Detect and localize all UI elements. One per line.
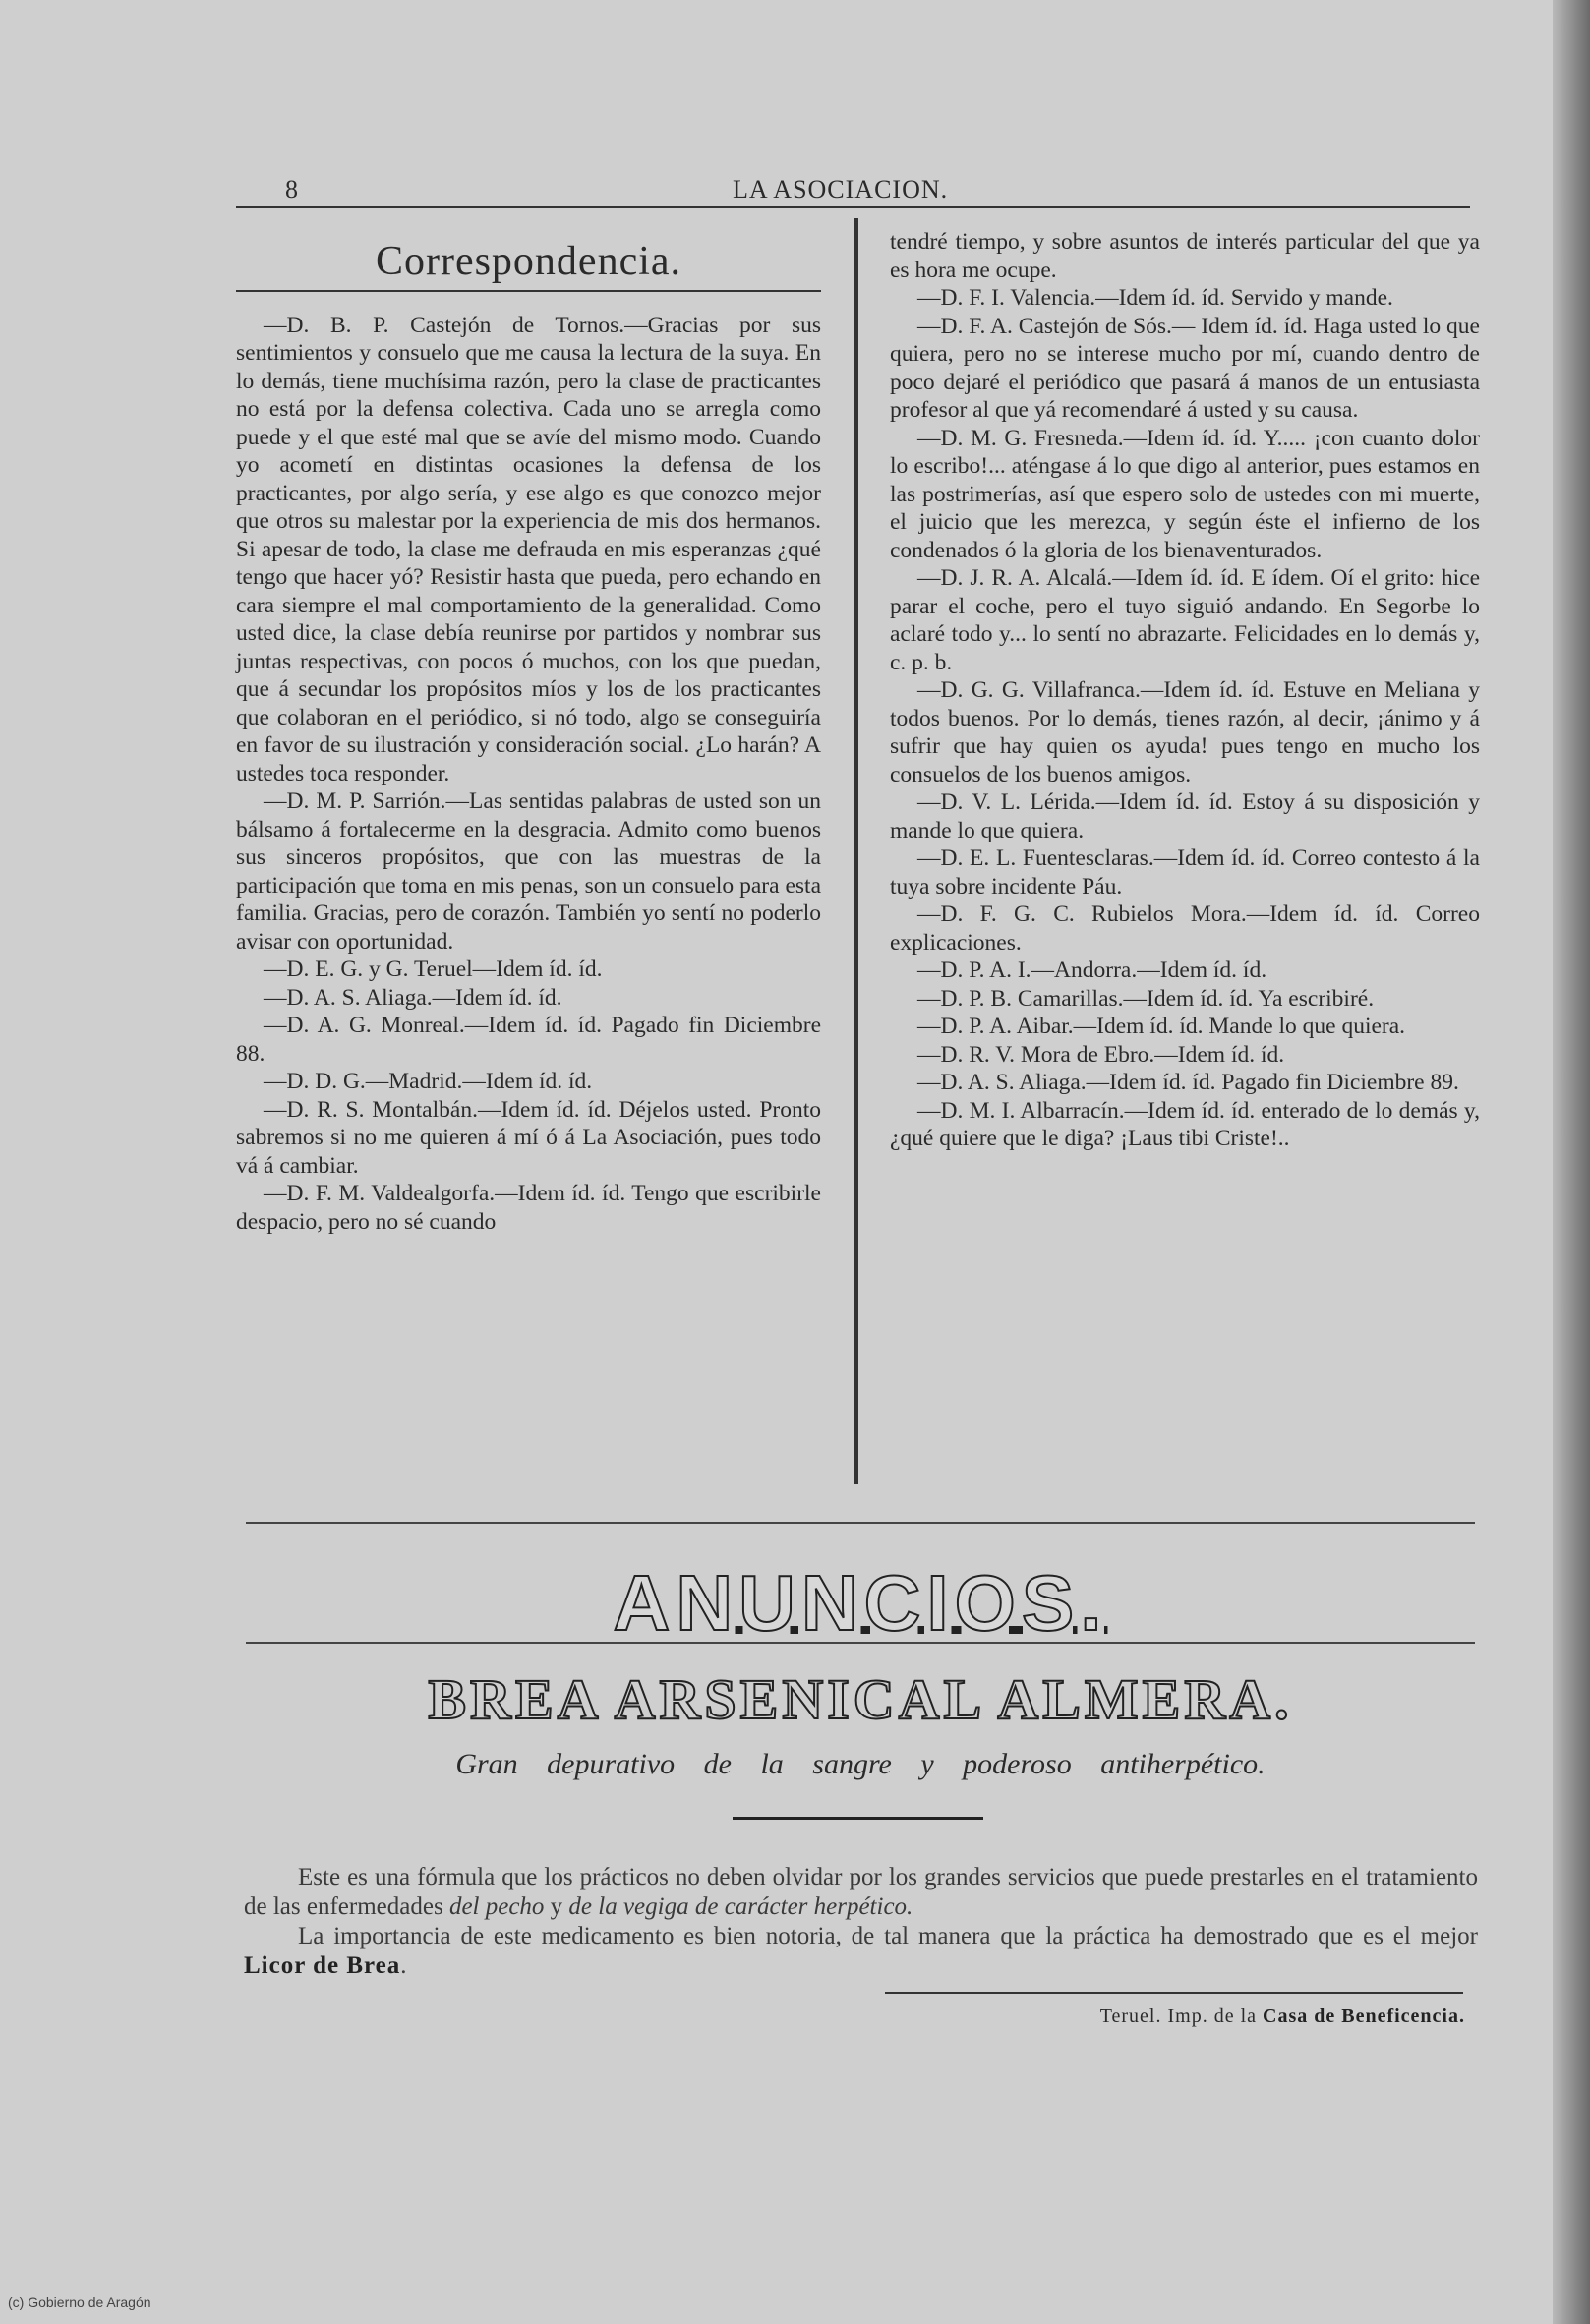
correspondence-entry: —D. P. A. Aibar.—Idem íd. íd. Mande lo que quiera.: [917, 1014, 1406, 1039]
tagline-rule: [733, 1817, 983, 1820]
copyright-watermark: (c) Gobierno de Aragón: [8, 2295, 151, 2310]
correspondence-entry: —D. F. G. C. Rubielos Mora.—Idem íd. íd. Correo explicaciones.: [890, 901, 1480, 956]
correspondence-entry: —D. R. S. Montalbán.—Idem íd. íd. Déjelos usted. Pronto sabremos si no me quieren á mí ó á La Asociación, pues todo vá á cambiar.: [236, 1096, 821, 1179]
product-name: BREA ARSENICAL ALMERA.: [428, 1667, 1293, 1731]
correspondence-entry: —D. F. M. Valdealgorfa.—Idem íd. íd. Tengo que escribirle despacio, pero no sé cuando: [236, 1181, 821, 1235]
page-header: [236, 175, 1470, 210]
correspondence-entry: —D. P. A. I.—Andorra.—Idem íd. íd.: [917, 958, 1267, 983]
correspondence-entry: —D. M. P. Sarrión.—Las sentidas palabras de usted son un bálsamo á fortalecerme en la desgracia. Admito como buenos sus sinceros propósitos, que con las muestras de la participación que toma en mis penas, son un consuelo para esta familia. Gracias, pero de corazón. También yo sentí no poderlo avisar con oportunidad.: [236, 788, 821, 955]
printer-imprint: Teruel. Imp. de la Casa de Beneficencia.: [1099, 2005, 1465, 2027]
ad-paragraph: La importancia de este medicamento es bien notoria, de tal manera que la práctica ha demostrado que es el mejor Licor de Brea.: [244, 1923, 1478, 1979]
correspondence-entry: —D. F. A. Castejón de Sós.— Idem íd. íd. Haga usted lo que quiera, pero no se interese mucho por mí, cuando dentro de poco dejaré el periódico que pasará á manos de un entusiasta profesor al que yá recomendaré á usted y su causa.: [890, 313, 1480, 423]
correspondence-entry: —D. E. G. y G. Teruel—Idem íd. íd.: [264, 957, 603, 982]
correspondence-entry: —D. M. G. Fresneda.—Idem íd. íd. Y..... ¡con cuanto dolor lo escribo!... aténgase á lo que digo al anterior, pues estamos en las postrimerías, así que espero solo de ustedes con mi muerte, el juicio que les merezca, y según éste el infierno de los condenados ó la gloria de los bienaventurados.: [890, 425, 1480, 563]
page-number: 8: [285, 175, 299, 203]
ads-top-rule: [246, 1522, 1475, 1524]
product-tagline: Gran depurativo de la sangre y poderoso antiherpético.: [455, 1748, 1266, 1780]
correspondence-entry: —D. V. L. Lérida.—Idem íd. íd. Estoy á su disposición y mande lo que quiera.: [890, 789, 1480, 843]
continuation-text: tendré tiempo, y sobre asuntos de interés particular del que ya es hora me ocupe.: [890, 229, 1480, 283]
correspondence-entry: —D. B. P. Castejón de Tornos.—Gracias por sus sentimientos y consuelo que me causa la lectura de la suya. En lo demás, tiene muchísima razón, pero la clase de practicantes no está por la defensa colectiva. Cada uno se arregla como puede y el que esté mal que se avíe del mismo modo. Cuando yo acometí en distintas ocasiones la defensa de los practicantes, por algo sería, y ese algo es que conozco mejor que otros su malestar por la experiencia de mis dos hermanos. Si apesar de todo, la clase me defrauda en mis esperanzas ¿qué tengo que hacer yó? Resistir hasta que pueda, pero echando en cara siempre el mal comportamiento de la generalidad. Como usted dice, la clase debía reunirse por partidos y nombrar sus juntas respectivas, con pocos ó muchos, con los que puedan, que á secundar los propósitos míos y los de los practicantes que colaboran en el periódico, si nó todo, algo se conseguiría en favor de su ilustración y consideración social. ¿Lo harán? A ustedes toca responder.: [236, 312, 821, 786]
ads-rule: [246, 1642, 1475, 1644]
correspondence-entry: —D. J. R. A. Alcalá.—Idem íd. íd. E ídem. Oí el grito: hice parar el coche, pero el tuyo siguió andando. En Segorbe lo aclaré todo y... lo sentí no abrazarte. Felicidades en lo demás y, c. p. b.: [890, 565, 1480, 675]
right-column: [890, 228, 1480, 1153]
correspondence-entry: —D. F. I. Valencia.—Idem íd. íd. Servido y mande.: [917, 285, 1393, 311]
correspondence-entry: —D. P. B. Camarillas.—Idem íd. íd. Ya escribiré.: [917, 985, 1375, 1012]
correspondence-entry: —D. G. G. Villafranca.—Idem íd. íd. Estuve en Meliana y todos buenos. Por lo demás, tienes razón, al decir, ¡ánimo y á sufrir que hay quien os ayuda! pues tengo en mucho los consuelos de los buenos amigos.: [890, 677, 1480, 787]
correspondence-entry: —D. A. G. Monreal.—Idem íd. íd. Pagado fin Diciembre 88.: [236, 1013, 821, 1067]
ad-paragraph: Este es una fórmula que los prácticos no deben olvidar por los grandes servicios que puede prestarles en el tratamiento de las enfermedades del pecho y de la vegiga de carácter herpético.: [244, 1864, 1478, 1920]
left-column: [236, 226, 821, 1236]
imprint-rule: [885, 1992, 1463, 1994]
ad-body: [244, 1863, 1478, 1981]
journal-title: LA ASOCIACION.: [733, 175, 949, 203]
column-divider: [854, 218, 858, 1484]
correspondence-entry: —D. R. V. Mora de Ebro.—Idem íd. íd.: [917, 1041, 1285, 1068]
correspondence-entry: —D. D. G.—Madrid.—Idem íd. íd.: [264, 1069, 593, 1094]
header-rule: [236, 206, 1470, 208]
correspondence-entry: —D. M. I. Albarracín.—Idem íd. íd. enterado de lo demás y, ¿qué quiere que le diga? ¡Laus tibi Criste!..: [890, 1097, 1480, 1151]
correspondence-entry: —D. A. S. Aliaga.—Idem íd. íd. Pagado fin Diciembre 89.: [917, 1070, 1459, 1095]
section-title: Correspondencia.: [375, 239, 682, 284]
correspondence-entry: —D. E. L. Fuentesclaras.—Idem íd. íd. Correo contesto á la tuya sobre incidente Páu.: [890, 845, 1480, 900]
section-rule: [236, 290, 821, 292]
scan-edge: [1553, 0, 1590, 2324]
correspondence-entry: —D. A. S. Aliaga.—Idem íd. íd.: [264, 984, 562, 1011]
ads-title: ANUNCIOS.: [613, 1559, 1108, 1647]
